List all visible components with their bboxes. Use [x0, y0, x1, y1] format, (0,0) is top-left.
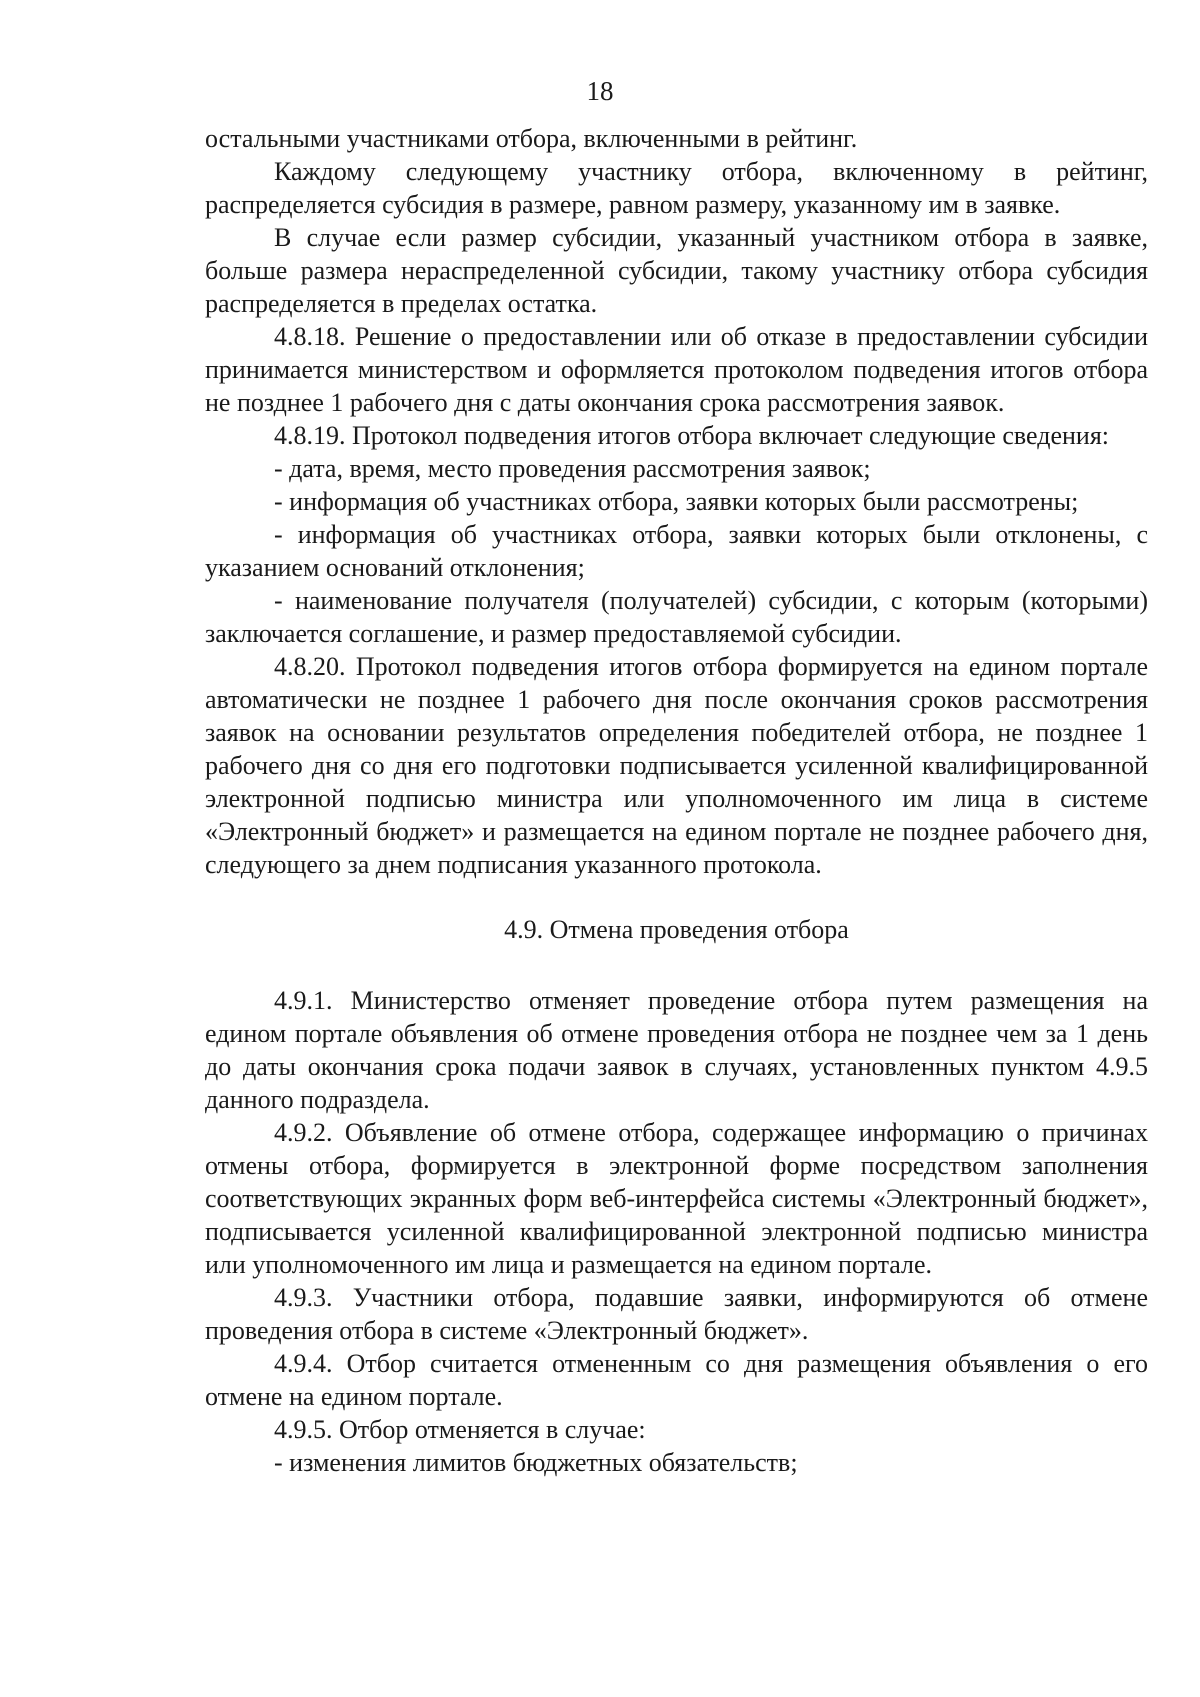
paragraph-4-9-4: 4.9.4. Отбор считается отмененным со дня размещения объявления о его отмене на едином портале.	[205, 1349, 1148, 1411]
section-title: 4.9. Отмена проведения отбора	[504, 915, 849, 944]
paragraph-4-9-2: 4.9.2. Объявление об отмене отбора, содержащее информацию о причинах отмены отбора, формируется в электронной форме посредством заполнения соответствующих экранных форм веб-интерфейса системы «Электронный бюджет», подписывается усиленной квалифицированной электронной подписью министра или уполномоченного им лица и размещается на едином портале.	[205, 1118, 1148, 1279]
list-item: - информация об участниках отбора, заявки которых были рассмотрены;	[274, 487, 1079, 516]
paragraph-4-8-20: 4.8.20. Протокол подведения итогов отбора формируется на едином портале автоматически не позднее 1 рабочего дня после окончания сроков рассмотрения заявок на основании результатов определения победителей отбора, не позднее 1 рабочего дня со дня его подготовки подписывается усиленной квалифицированной электронной подписью министра или уполномоченного им лица в системе «Электронный бюджет» и размещается на едином портале не позднее рабочего дня, следующего за днем подписания указанного протокола.	[205, 652, 1148, 879]
paragraph-4-9-5: 4.9.5. Отбор отменяется в случае:	[274, 1415, 646, 1444]
paragraph: В случае если размер субсидии, указанный участником отбора в заявке, больше размера нераспределенной субсидии, такому участнику отбора субсидия распределяется в пределах остатка.	[205, 223, 1148, 318]
paragraph: остальными участниками отбора, включенными в рейтинг.	[205, 124, 858, 153]
paragraph-4-9-1: 4.9.1. Министерство отменяет проведение отбора путем размещения на едином портале объявления об отмене проведения отбора не позднее чем за 1 день до даты окончания срока подачи заявок в случаях, установленных пунктом 4.9.5 данного подраздела.	[205, 986, 1148, 1114]
paragraph: Каждому следующему участнику отбора, включенному в рейтинг, распределяется субсидия в размере, равном размеру, указанному им в заявке.	[205, 157, 1148, 219]
list-item: - наименование получателя (получателей) субсидии, с которым (которыми) заключается соглашение, и размер предоставляемой субсидии.	[205, 586, 1148, 648]
list-item: - дата, время, место проведения рассмотрения заявок;	[274, 454, 871, 483]
page-number: 18	[586, 76, 614, 106]
list-item: - изменения лимитов бюджетных обязательств;	[274, 1448, 798, 1477]
paragraph-4-9-3: 4.9.3. Участники отбора, подавшие заявки, информируются об отмене проведения отбора в системе «Электронный бюджет».	[205, 1283, 1148, 1345]
document-body	[205, 122, 1148, 1479]
paragraph-4-8-18: 4.8.18. Решение о предоставлении или об отказе в предоставлении субсидии принимается министерством и оформляется протоколом подведения итогов отбора не позднее 1 рабочего дня с даты окончания срока рассмотрения заявок.	[205, 322, 1148, 417]
list-item: - информация об участниках отбора, заявки которых были отклонены, с указанием оснований отклонения;	[205, 520, 1148, 582]
paragraph-4-8-19: 4.8.19. Протокол подведения итогов отбора включает следующие сведения:	[274, 421, 1109, 450]
